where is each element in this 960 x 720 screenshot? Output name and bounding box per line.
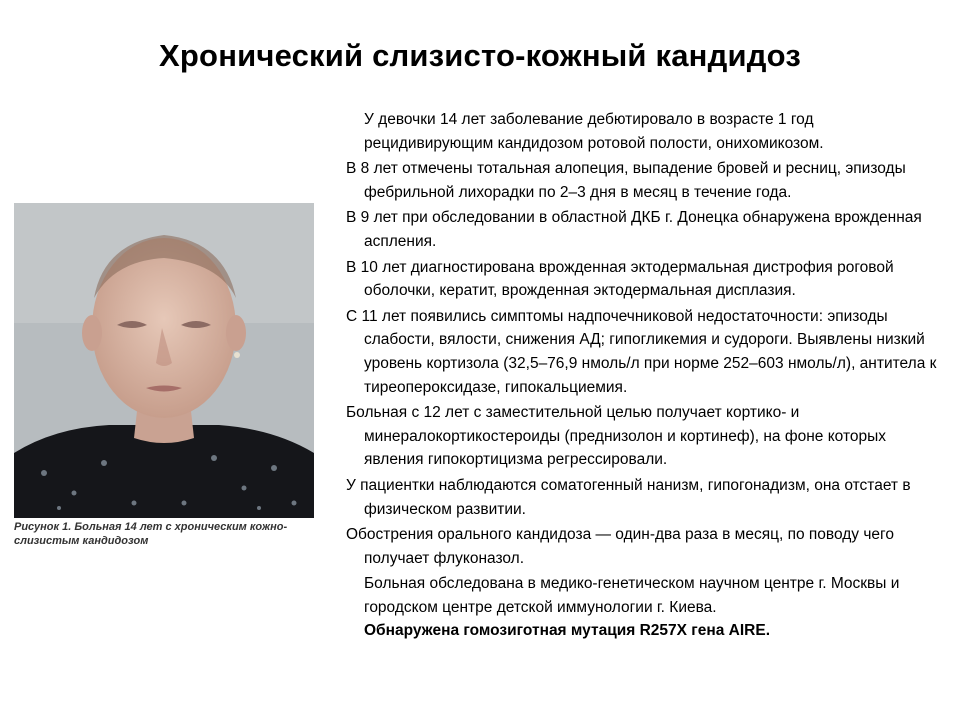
paragraph: Больная обследована в медико-генетическом научном центре г. Москвы и городском центре детской иммунологии г. Киева. (364, 575, 900, 616)
paragraph: В 8 лет отмечены тотальная алопеция, выпадение бровей и ресниц, эпизоды фебрильной лихорадки по 2–3 дня в месяц в течение года. (346, 160, 906, 201)
body-text (346, 108, 946, 645)
slide-title: Хронический слизисто-кожный кандидоз (159, 38, 801, 73)
paragraph: Обострения орального кандидоза — один-два раза в месяц, по поводу чего получает флуконазол. (346, 526, 894, 567)
paragraph: С 11 лет появились симптомы надпочечниковой недостаточности: эпизоды слабости, вялости, снижения АД; гипогликемия и судороги. Выявлены низкий уровень кортизола (32,5–76,9 нмоль/л при норме 252–603 нмоль/л), антитела к тиреопероксидазе, гипокальциемия. (346, 307, 937, 396)
paragraph: В 9 лет при обследовании в областной ДКБ г. Донецка обнаружена врожденная аспления. (346, 209, 922, 250)
paragraph: В 10 лет диагностирована врожденная эктодермальная дистрофия роговой оболочки, кератит, врожденная эктодермальная дисплазия. (346, 258, 894, 300)
paragraph: У пациентки наблюдаются соматогенный нанизм, гипогонадизм, она отстает в физическом развитии. (346, 476, 911, 518)
paragraph: У девочки 14 лет заболевание дебютировало в возрасте 1 год рецидивирующим кандидозом ротовой полости, онихомикозом. (364, 111, 824, 152)
conclusion: Обнаружена гомозиготная мутация R257X гена AIRE. (364, 622, 771, 640)
figure-caption: Рисунок 1. Больная 14 лет с хроническим кожно-слизистым кандидозом (14, 521, 288, 547)
patient-photo (14, 203, 314, 518)
paragraph: Больная с 12 лет с заместительной целью получает кортико- и минералокортикостероиды (преднизолон и кортинеф), на фоне которых явления гипокортицизма регрессировали. (346, 404, 887, 469)
